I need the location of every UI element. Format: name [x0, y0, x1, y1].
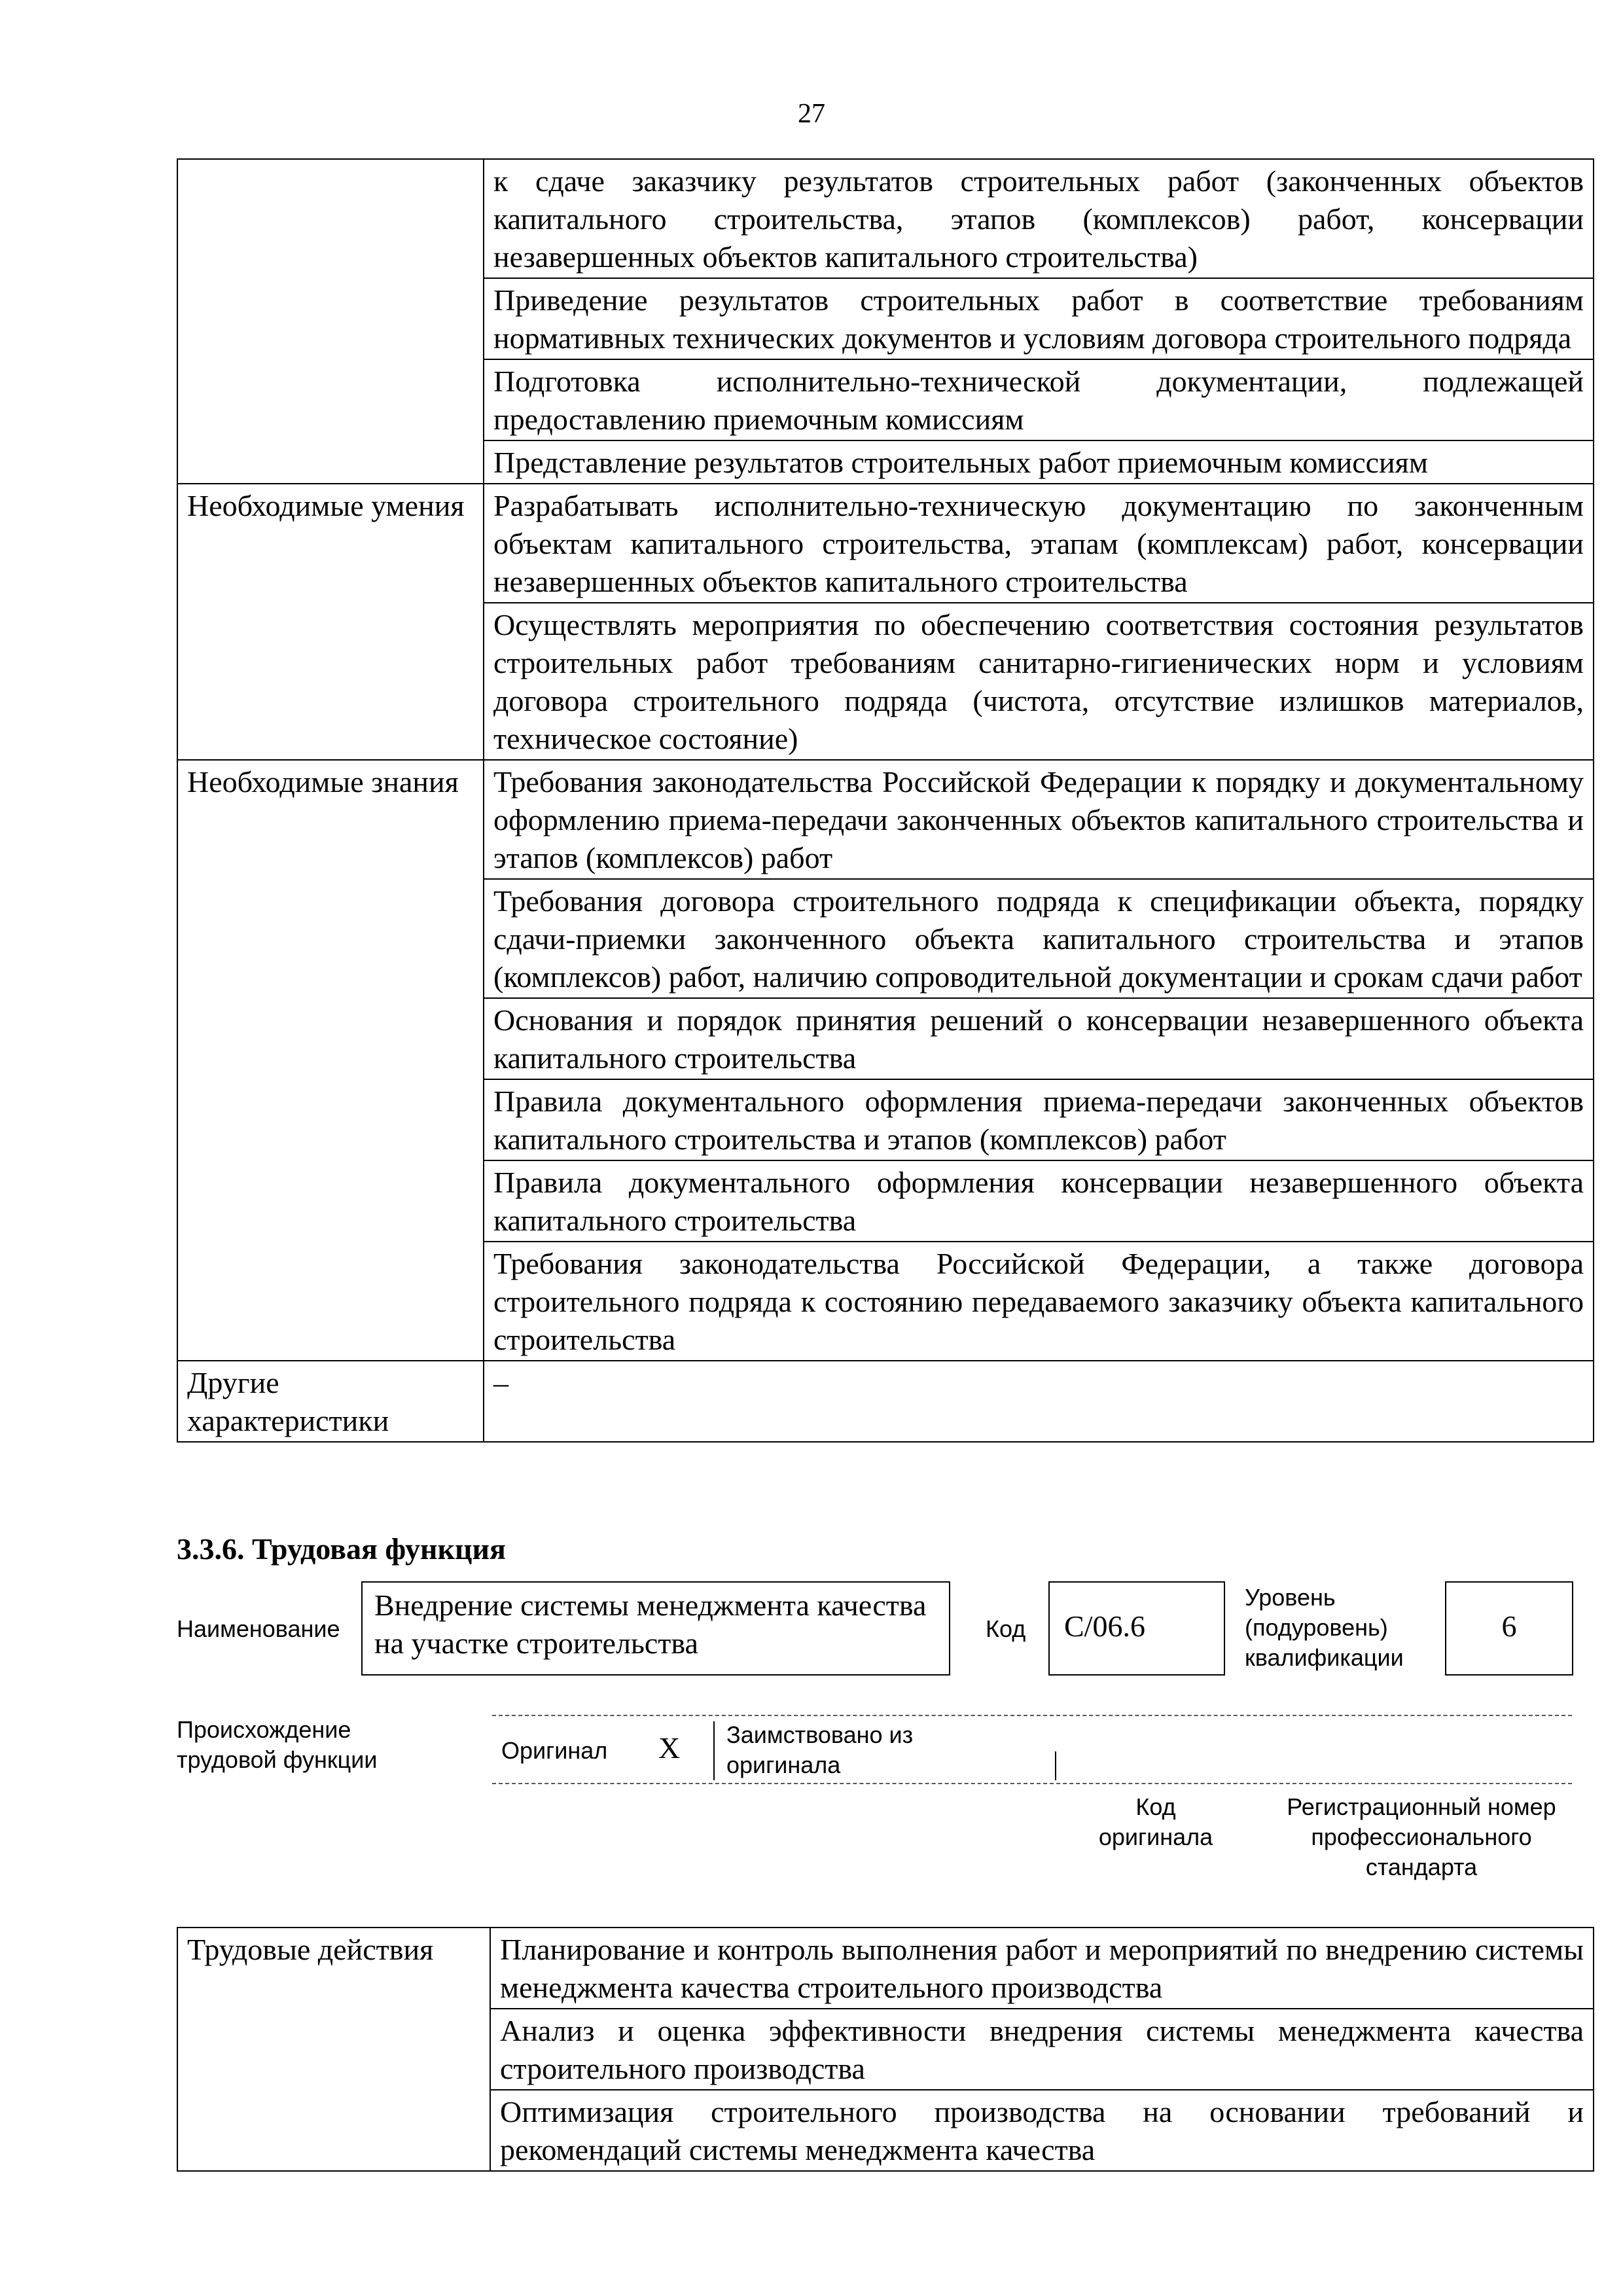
original-mark: X — [658, 1731, 681, 1765]
action-cell: Планирование и контроль выполнения работ и мероприятий по внедрению системы менеджмента качества строительного производства — [490, 1928, 1594, 2009]
action-cell: к сдаче заказчику результатов строительных работ (законченных объектов капитального строительства, этапов (комплексов) работ, консервации незавершенных объектов капитального строительства) — [484, 159, 1594, 278]
skills-label: Необходимые умения — [177, 484, 484, 760]
function-name-value: Внедрение системы менеджмента качества на участке строительства — [361, 1581, 950, 1676]
knowledge-cell: Требования законодательства Российской Федерации, а также договора строительного подряда к состоянию передаваемого заказчику объекта капитального строительства — [484, 1242, 1594, 1361]
borrowed-label: Заимствовано из оригинала — [726, 1721, 914, 1778]
table-row — [177, 1361, 1594, 1442]
action-cell: Подготовка исполнительно-технической документации, подлежащей предоставлению приемочным комиссиям — [484, 359, 1594, 440]
skill-cell: Разрабатывать исполнительно-техническую документацию по законченным объектам капитального строительства, этапам (комплексам) работ, консервации незавершенных объектов капитального строительства — [484, 484, 1594, 603]
table-row — [177, 760, 1594, 879]
other-label: Другие характеристики — [177, 1361, 484, 1442]
name-label: Наименование — [177, 1615, 340, 1642]
origin-top-border — [492, 1715, 1572, 1716]
code-label: Код — [986, 1615, 1026, 1642]
action-cell: Анализ и оценка эффективности внедрения системы менеджмента качества строительного производства — [490, 2009, 1594, 2090]
knowledge-cell: Требования законодательства Российской Федерации к порядку и документальному оформлению приема-передачи законченных объектов капитального строительства и этапов (комплексов) работ — [484, 760, 1594, 879]
skill-cell: Осуществлять мероприятия по обеспечению соответствия состояния результатов строительных работ требованиям санитарно-гигиенических норм и условиям договора строительного подряда (чистота, отсутствие излишков материалов, техническое состояние) — [484, 603, 1594, 760]
empty-label-cell — [177, 159, 484, 484]
table-row — [177, 159, 1594, 278]
other-value: – — [484, 1361, 1594, 1442]
action-cell: Приведение результатов строительных работ в соответствие требованиям нормативных технических документов и условиям договора строительного подряда — [484, 278, 1594, 359]
knowledge-label: Необходимые знания — [177, 760, 484, 1361]
reg-number-label: Регистрационный номер профессионального стандарта — [1287, 1793, 1556, 1880]
level-value: 6 — [1445, 1581, 1573, 1676]
code-value: C/06.6 — [1048, 1581, 1225, 1676]
knowledge-cell: Правила документального оформления приема-передачи законченных объектов капитального строительства и этапов (комплексов) работ — [484, 1079, 1594, 1160]
orig-code-label: Код оригинала — [1098, 1793, 1213, 1850]
section-title: 3.3.6. Трудовая функция — [177, 1532, 506, 1566]
origin-bottom-border — [492, 1783, 1572, 1784]
divider — [713, 1721, 715, 1780]
origin-label: Происхождение трудовой функции — [177, 1716, 378, 1773]
actions-label: Трудовые действия — [177, 1928, 490, 2171]
knowledge-cell: Требования договора строительного подряда к спецификации объекта, порядку сдачи-приемки законченного объекта капитального строительства и этапов (комплексов) работ, наличию сопроводительной документации и срокам сдачи работ — [484, 879, 1594, 998]
knowledge-cell: Правила документального оформления консервации незавершенного объекта капитального строительства — [484, 1160, 1594, 1242]
table-row — [177, 1928, 1594, 2009]
page-number: 27 — [798, 99, 825, 129]
divider — [1055, 1751, 1056, 1780]
table-row — [177, 484, 1594, 603]
action-cell: Оптимизация строительного производства на основании требований и рекомендаций системы менеджмента качества — [490, 2090, 1594, 2171]
original-label: Оригинал — [501, 1737, 608, 1764]
knowledge-cell: Основания и порядок принятия решений о консервации незавершенного объекта капитального строительства — [484, 998, 1594, 1079]
action-cell: Представление результатов строительных работ приемочным комиссиям — [484, 440, 1594, 484]
labor-actions-table — [177, 1927, 1594, 2172]
requirements-table — [177, 158, 1594, 1443]
level-label: Уровень (подуровень) квалификации — [1245, 1584, 1404, 1671]
